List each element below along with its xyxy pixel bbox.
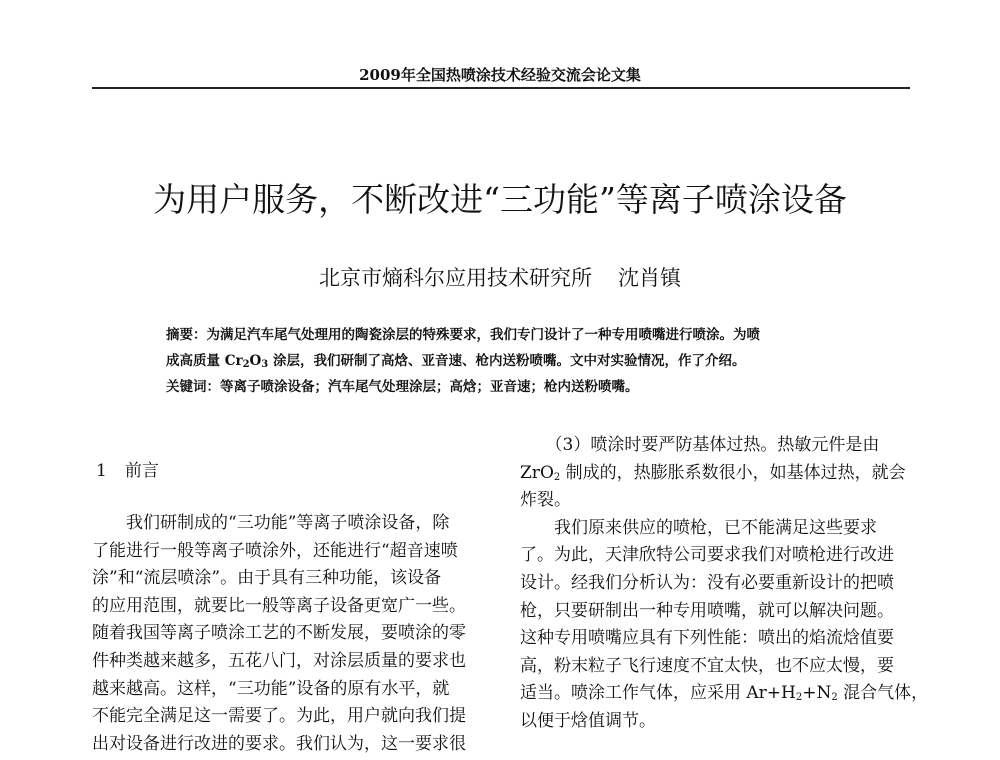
body-line: 我们原来供应的喷枪，已不能满足这些要求 xyxy=(520,517,877,538)
author-line xyxy=(0,262,1000,292)
abstract-line-1: 摘要：为满足汽车尾气处理用的陶瓷涂层的特殊要求，我们专门设计了一种专用喷嘴进行喷涂。为喷 xyxy=(166,327,760,343)
subscript: 2 xyxy=(795,692,803,704)
body-line: 我们研制成的“三功能”等离子喷涂设备，除 xyxy=(92,513,450,533)
body-line: 了。为此，天津欣特公司要求我们对喷枪进行改进 xyxy=(520,545,894,566)
body-line: 件种类越来越多，五花八门，对涂层质量的要求也 xyxy=(92,650,466,671)
body-text: 适当。喷涂工作气体，应采用 Ar+H xyxy=(520,683,796,704)
author-institution: 北京市熵科尔应用技术研究所 xyxy=(319,266,592,290)
abstract-block xyxy=(166,322,846,400)
body-line: 这种专用喷嘴应具有下列性能：喷出的焰流焓值要 xyxy=(520,628,894,649)
subscript: 2 xyxy=(553,471,561,483)
body-line: 炸裂。 xyxy=(520,490,571,511)
section-heading xyxy=(96,456,159,481)
body-line xyxy=(520,680,929,708)
subscript: 3 xyxy=(261,359,269,370)
body-text: +N xyxy=(802,683,832,704)
body-line: 以便于焓值调节。 xyxy=(520,710,656,731)
paper-title: 为用户服务，不断改进“三功能”等离子喷涂设备 xyxy=(153,180,847,219)
running-header: 2009年全国热喷涂技术经验交流会论文集 xyxy=(359,66,641,84)
abstract-line-2 xyxy=(166,348,846,374)
keywords-line: 关键词：等离子喷涂设备；汽车尾气处理涂层；高焓；亚音速；枪内送粉喷嘴。 xyxy=(166,379,639,395)
left-column xyxy=(92,510,478,758)
right-column xyxy=(520,432,929,736)
section-number: 1 xyxy=(96,461,107,481)
header-rule xyxy=(92,87,910,89)
body-line: 设计。经我们分析认为：没有必要重新设计的把喷 xyxy=(520,572,894,593)
body-text: ZrO xyxy=(520,462,554,483)
subscript: 2 xyxy=(831,692,838,704)
body-line: 不能完全满足这一需要了。为此，用户就向我们提 xyxy=(92,706,466,727)
body-line: 随着我国等离子喷涂工艺的不断发展，要喷涂的零 xyxy=(92,623,466,644)
body-line: 高，粉末粒子飞行速度不宜太快，也不应太慢，要 xyxy=(520,655,894,676)
section-title: 前言 xyxy=(124,461,159,481)
body-line: 涂”和“流层喷涂”。由于具有三种功能，该设备 xyxy=(92,568,442,589)
body-text: 混合气体， xyxy=(837,683,929,704)
subscript: 2 xyxy=(242,359,250,370)
body-line: （3）喷涂时要严防基体过热。热敏元件是由 xyxy=(520,435,880,455)
body-text: 制成的，热膨胀系数很小，如基体过热，就会 xyxy=(560,462,906,483)
abstract-text: O xyxy=(249,353,262,369)
body-line: 的应用范围，就要比一般等离子设备更宽广一些。 xyxy=(92,595,466,616)
author-name: 沈肖镇 xyxy=(618,266,681,290)
body-line: 了能进行一般等离子喷涂外，还能进行“超音速喷 xyxy=(92,540,458,561)
abstract-text: 涂层，我们研制了高焓、亚音速、枪内送粉喷嘴。文中对实验情况，作了介绍。 xyxy=(268,353,746,369)
body-line: 枪，只要研制出一种专用喷嘴，就可以解决问题。 xyxy=(520,600,894,621)
body-line: 越来越高。这样，“三功能”设备的原有水平，就 xyxy=(92,678,450,699)
body-line xyxy=(520,460,912,488)
body-line: 出对设备进行改进的要求。我们认为，这一要求很 xyxy=(92,733,466,754)
abstract-text: 成高质量 Cr xyxy=(166,353,243,369)
